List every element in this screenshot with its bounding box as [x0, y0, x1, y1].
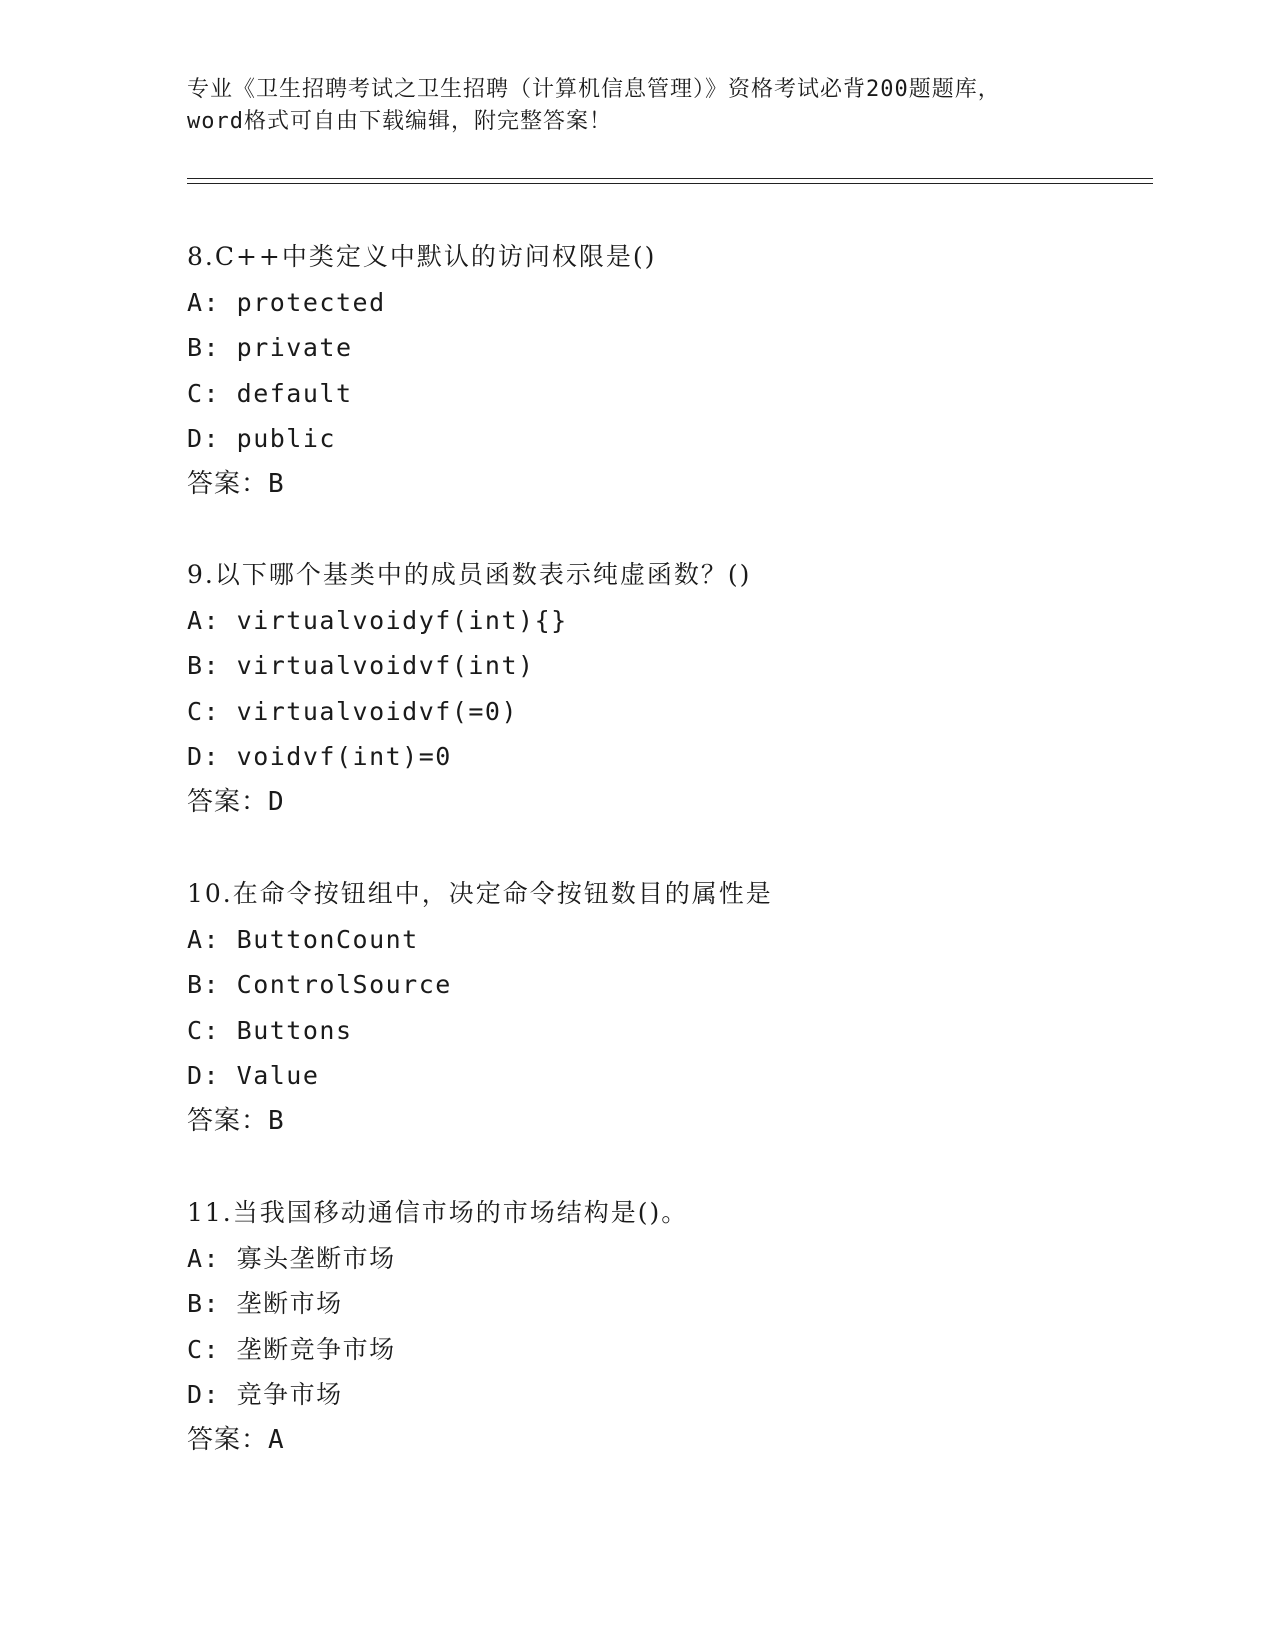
option-a: A: 寡头垄断市场 [187, 1243, 396, 1273]
option-c: C: Buttons [187, 1015, 353, 1045]
question-title: 8.C++中类定义中默认的访问权限是() [187, 242, 657, 271]
document-header [187, 74, 1087, 138]
question-title: 11.当我国移动通信市场的市场结构是()。 [187, 1198, 689, 1227]
option-d: D: voidvf(int)=0 [187, 742, 452, 771]
option-d: D: 竞争市场 [187, 1380, 343, 1409]
header-divider-top [187, 178, 1153, 179]
header-divider-bottom [187, 183, 1153, 184]
option-d: D: public [187, 424, 336, 453]
answer: 答案：B [187, 1105, 285, 1136]
option-b: B: private [187, 333, 353, 362]
answer: 答案：D [187, 786, 285, 817]
answer: 答案：A [187, 1424, 285, 1455]
header-line-1: 专业《卫生招聘考试之卫生招聘（计算机信息管理）》资格考试必背200题题库， [187, 77, 1001, 102]
header-line-2: word格式可自由下载编辑，附完整答案！ [187, 109, 612, 134]
option-c: C: default [187, 378, 353, 408]
option-d: D: Value [187, 1061, 320, 1090]
question-title: 10.在命令按钮组中，决定命令按钮数目的属性是 [187, 879, 773, 908]
option-b: B: virtualvoidvf(int) [187, 651, 535, 680]
option-c: C: virtualvoidvf(=0) [187, 696, 519, 726]
question-title: 9.以下哪个基类中的成员函数表示纯虚函数？() [187, 560, 752, 589]
answer: 答案：B [187, 468, 285, 499]
question-11 [187, 1190, 1187, 1463]
option-a: A: protected [187, 287, 386, 317]
question-8 [187, 234, 1187, 507]
question-9 [187, 552, 1187, 825]
question-10 [187, 871, 1187, 1144]
option-a: A: virtualvoidyf(int){} [187, 605, 568, 635]
option-a: A: ButtonCount [187, 924, 419, 954]
option-b: B: 垄断市场 [187, 1289, 343, 1318]
option-b: B: ControlSource [187, 970, 452, 999]
option-c: C: 垄断竞争市场 [187, 1334, 396, 1364]
